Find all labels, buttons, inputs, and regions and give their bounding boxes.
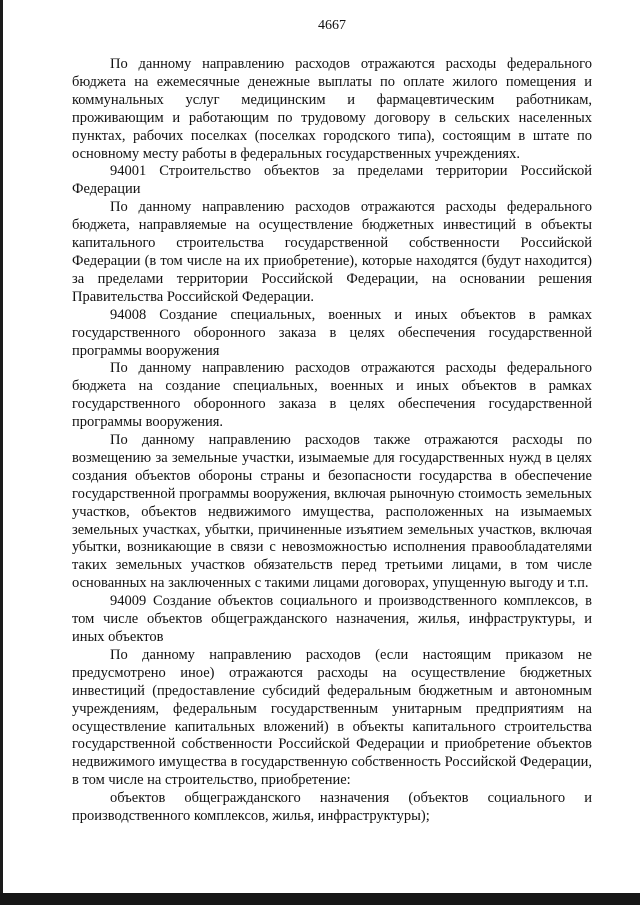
paragraph: По данному направлению расходов отражаются расходы федерального бюджета, направляемые на осуществление бюджетных инвестиций в объекты капитального строительства государственной собственности Российской Федерации (в том числе на их приобретение), которые находятся (будут находится) за пределами территории Российской Федерации, на основании решения Правительства Российской Федерации. <box>72 199 592 305</box>
document-body <box>72 56 592 826</box>
paragraph: По данному направлению расходов также отражаются расходы по возмещению за земельные участки, изымаемые для государственных нужд в целях создания объектов обороны страны и безопасности государства в обеспечение государственной программы вооружения, включая рыночную стоимость земельных участков, объектов недвижимого имущества, расположенных на изымаемых земельных участках, убытки, причиненные изъятием земельных участков, включая убытки, возникающие в связи с невозможностью исполнения правообладателями таких земельных участков обязательств перед третьими лицами, в том числе основанных на заключенных с такими лицами договорах, упущенную выгоду и т.п. <box>72 432 592 592</box>
scan-edge-left <box>0 0 3 905</box>
paragraph: По данному направлению расходов отражаются расходы федерального бюджета на ежемесячные денежные выплаты по оплате жилого помещения и коммунальных услуг медицинским и фармацевтическим работникам, проживающим и работающим по трудовому договору в сельских населенных пунктах, рабочих поселках (поселках городского типа), состоящим в штате по основному месту работы в федеральных государственных учреждениях. <box>72 56 592 162</box>
scan-edge-bottom <box>0 893 640 905</box>
section-heading: 94001 Строительство объектов за пределами территории Российской Федерации <box>72 163 592 198</box>
document-page <box>72 18 592 826</box>
page-number: 4667 <box>318 18 346 33</box>
paragraph: По данному направлению расходов (если настоящим приказом не предусмотрено иное) отражаются расходы на осуществление бюджетных инвестиций (предоставление субсидий федеральным бюджетным и автономным учреждениям, федеральным государственным унитарным предприятиям на осуществление капитальных вложений) в объекты капитального строительства государственной собственности Российской Федерации и приобретение объектов недвижимого имущества в государственную собственность Российской Федерации, в том числе на строительство, приобретение: <box>72 646 592 789</box>
section-heading: 94008 Создание специальных, военных и иных объектов в рамках государственного оборонного заказа в целях обеспечения государственной программы вооружения <box>72 306 592 359</box>
paragraph: По данному направлению расходов отражаются расходы федерального бюджета на создание специальных, военных и иных объектов в рамках государственного оборонного заказа в целях обеспечения государственной программы вооружения. <box>72 360 592 431</box>
section-heading: 94009 Создание объектов социального и производственного комплексов, в том числе объектов общегражданского назначения, жилья, инфраструктуры, и иных объектов <box>72 593 592 645</box>
paragraph: объектов общегражданского назначения (объектов социального и производственного комплексов, жилья, инфраструктуры); <box>72 790 592 825</box>
